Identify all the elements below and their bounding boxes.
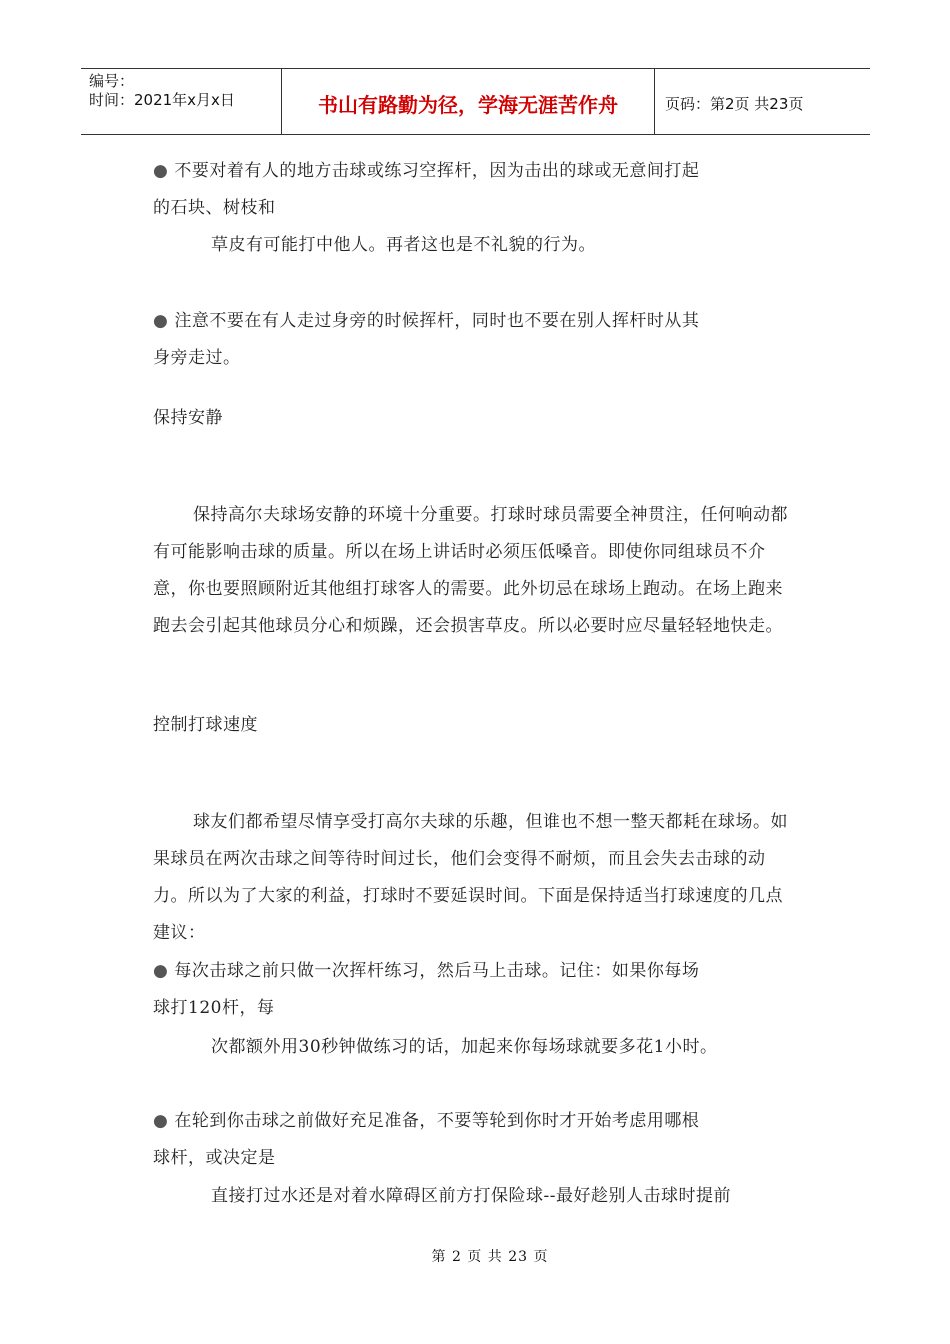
- bullet-item-4: [153, 1103, 699, 1140]
- document-header: [81, 68, 870, 135]
- bullet-text: 每次击球之前只做一次挥杆练习，然后马上击球。记住：如果你每场: [174, 961, 700, 981]
- header-motto: 书山有路勤为径，学海无涯苦作舟: [282, 69, 655, 134]
- bullet-text: 注意不要在有人走过身旁的时候挥杆，同时也不要在别人挥杆时从其: [174, 311, 700, 331]
- header-meta: [81, 69, 282, 134]
- bullet-continuation: 球打120杆，每: [153, 998, 275, 1018]
- bullet-icon: ●: [153, 961, 169, 981]
- body-paragraph: 球友们都希望尽情享受打高尔夫球的乐趣，但谁也不想一整天都耗在球场。如果球员在两次击球之间等待时间过长，他们会变得不耐烦，而且会失去击球的动力。所以为了大家的利益，打球时不要延误时间。下面是保持适当打球速度的几点建议：: [153, 812, 788, 943]
- bullet-continuation: 草皮有可能打中他人。再者这也是不礼貌的行为。: [211, 235, 596, 255]
- bullet-icon: ●: [153, 1111, 169, 1131]
- body-paragraph: 保持高尔夫球场安静的环境十分重要。打球时球员需要全神贯注，任何响动都有可能影响击球的质量。所以在场上讲话时必须压低嗓音。即使你同组球员不介意，你也要照顾附近其他组打球客人的需要。此外切忌在球场上跑动。在场上跑来跑去会引起其他球员分心和烦躁，还会损害草皮。所以必要时应尽量轻轻地快走。: [153, 505, 788, 636]
- bullet-text: 不要对着有人的地方击球或练习空挥杆，因为击出的球或无意间打起: [174, 161, 700, 181]
- bullet-continuation: 直接打过水还是对着水障碍区前方打保险球--最好趁别人击球时提前: [211, 1186, 731, 1206]
- bullet-text: 在轮到你击球之前做好充足准备，不要等轮到你时才开始考虑用哪根: [174, 1111, 700, 1131]
- header-page-info: 页码：第2页 共23页: [665, 95, 804, 113]
- bullet-icon: ●: [153, 311, 169, 331]
- document-number-label: 编号：: [89, 72, 135, 90]
- section-heading: 保持安静: [153, 408, 223, 428]
- bullet-continuation: 身旁走过。: [153, 348, 241, 368]
- bullet-continuation: 球杆，或决定是: [153, 1148, 276, 1168]
- page-footer: 第 2 页 共 23 页: [431, 1249, 549, 1265]
- bullet-item-3: [153, 953, 699, 990]
- bullet-item-2: [153, 303, 699, 340]
- bullet-continuation: 次都额外用30秒钟做练习的话，加起来你每场球就要多花1小时。: [211, 1037, 718, 1057]
- bullet-icon: ●: [153, 161, 169, 181]
- bullet-continuation: 的石块、树枝和: [153, 198, 276, 218]
- section-heading: 控制打球速度: [153, 715, 258, 735]
- bullet-item-1: [153, 153, 699, 190]
- document-date-label: 时间：2021年x月x日: [89, 91, 235, 109]
